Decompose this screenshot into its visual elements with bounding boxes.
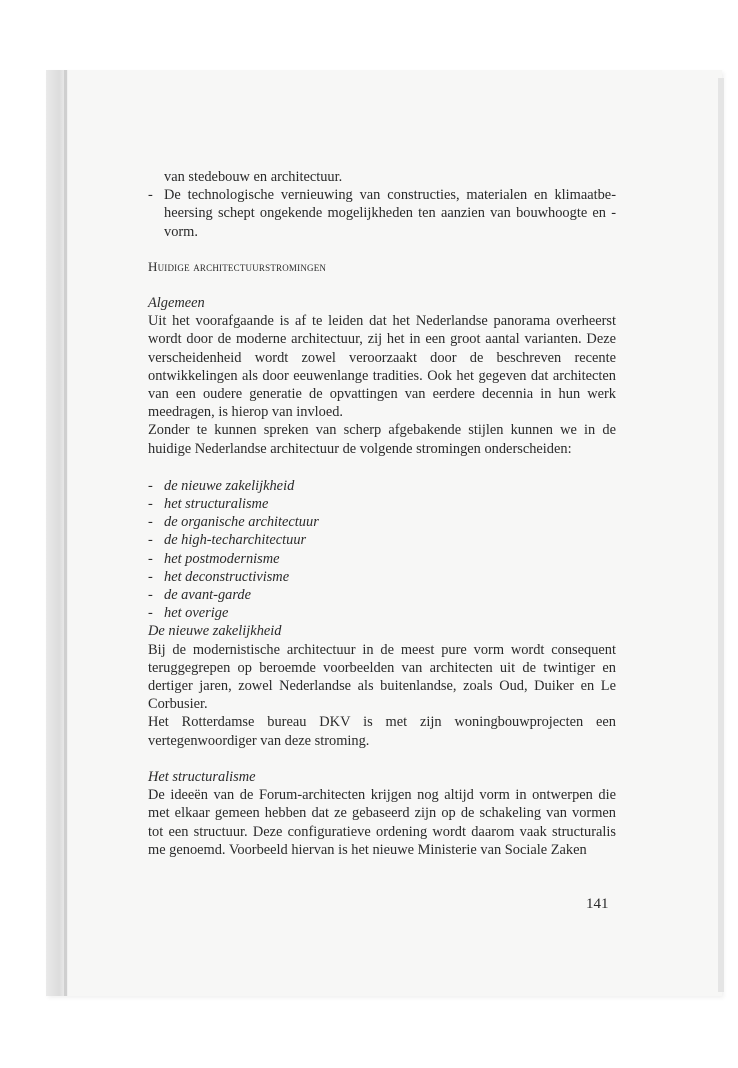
list-item: - het structuralisme xyxy=(148,496,269,513)
page-text xyxy=(148,168,616,859)
page-number: 141 xyxy=(586,896,609,912)
list-item: - de avant-garde xyxy=(148,587,251,604)
styles-list xyxy=(148,477,616,623)
list-item: - het overige xyxy=(148,605,229,622)
nieuwe-zakelijkheid-paragraph-1: Bij de modernistische architectuur in de meest pure vorm wordt consequent teruggegrepen op beroemde voorbeelden van architecten uit de twintiger en dertiger jaren, zowel Nederlandse als buitenlandse, zoals Oud, Duiker en Le Corbusier. xyxy=(148,641,616,713)
list-item: - de high-techarchitectuur xyxy=(148,532,307,549)
algemeen-paragraph-1: Uit het voorafgaande is af te leiden dat het Nederlandse panorama overheerst wordt door de moderne architectuur, zij het in een groot aantal varianten. Deze verscheidenheid wordt zowel veroorzaakt door de beschreven recente ontwikkelingen als door eeuwenlange tradities. Ook het gegeven dat architecten van een oudere generatie de opvattingen van eerdere decennia in hun werk meedragen, is hierop van invloed. xyxy=(148,313,616,421)
section-heading: Huidige architectuurstromingen xyxy=(148,258,327,274)
binding-shadow xyxy=(64,70,67,996)
intro-continuation: van stedebouw en architectuur. xyxy=(164,169,343,185)
structuralisme-paragraph-1: De ideeën van de Forum-architecten krijgen nog altijd vorm in ontwerpen die met elkaar gemeen hebben dat ze gebaseerd zijn op de schakeling van vormen tot een structuur. Deze configuratieve ordening wordt daarom vaak structuralis me genoemd. Voorbeeld hiervan is het nieuwe Ministerie van Sociale Zaken xyxy=(148,787,616,858)
list-item: - het deconstructivisme xyxy=(148,568,290,585)
subheading-nieuwe-zakelijkheid: De nieuwe zakelijkheid xyxy=(148,623,282,640)
nieuwe-zakelijkheid-paragraph-2: Het Rotterdamse bureau DKV is met zijn woningbouwprojecten een vertegenwoordiger van deze stroming. xyxy=(148,714,616,749)
list-item: - het postmodernisme xyxy=(148,550,280,567)
subheading-algemeen: Algemeen xyxy=(148,295,205,312)
list-item: - de nieuwe zakelijkheid xyxy=(148,477,295,494)
bullet-dash: - xyxy=(148,187,153,204)
list-item: - de organische architectuur xyxy=(148,514,319,531)
page-edge xyxy=(718,78,724,992)
algemeen-paragraph-2: Zonder te kunnen spreken van scherp afgebakende stijlen kunnen we in de huidige Nederlandse architectuur de volgende stromingen onderscheiden: xyxy=(148,422,616,457)
subheading-structuralisme: Het structuralisme xyxy=(148,768,256,785)
bullet-technology-text: De technologische vernieuwing van constructies, materialen en klimaatbe- heersing schept ongekende mogelijkheden ten aanzien van bouwhoogte en - vorm. xyxy=(164,187,616,240)
bullet-technology xyxy=(148,186,616,241)
